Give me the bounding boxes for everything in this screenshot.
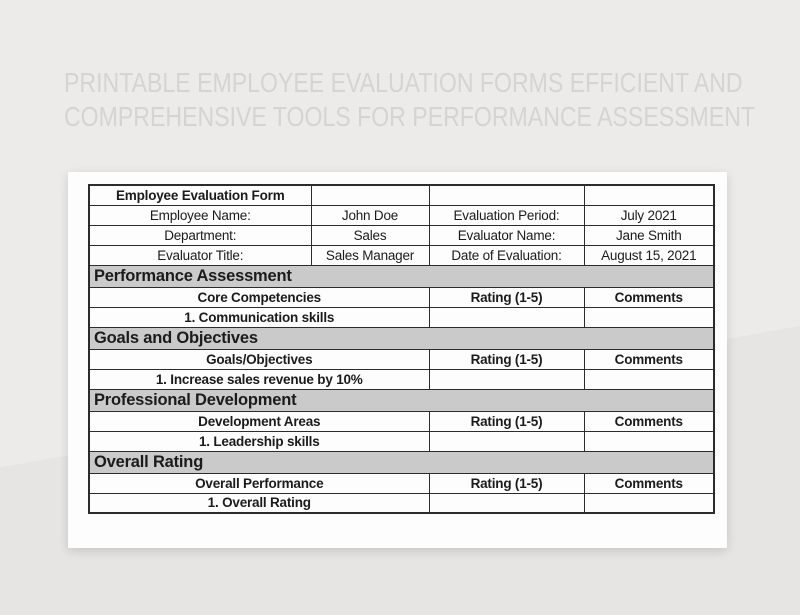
column-header-category: Development Areas <box>89 411 429 431</box>
info-label: Evaluation Period: <box>429 205 584 225</box>
info-value: Sales Manager <box>311 245 429 265</box>
info-value: John Doe <box>311 205 429 225</box>
info-row <box>89 205 714 225</box>
info-value: August 15, 2021 <box>584 245 714 265</box>
column-header-comments: Comments <box>584 411 714 431</box>
item-label: 1. Leadership skills <box>89 431 429 451</box>
employee-evaluation-table <box>88 184 715 514</box>
form-title-cell: Employee Evaluation Form <box>89 185 311 205</box>
column-header-rating: Rating (1-5) <box>429 411 584 431</box>
column-header-category: Goals/Objectives <box>89 349 429 369</box>
item-row <box>89 493 714 513</box>
column-header-row <box>89 411 714 431</box>
item-row <box>89 431 714 451</box>
info-label: Evaluator Title: <box>89 245 311 265</box>
column-header-row <box>89 349 714 369</box>
rating-input-cell[interactable] <box>429 431 584 451</box>
item-label: 1. Increase sales revenue by 10% <box>89 369 429 389</box>
column-header-category: Core Competencies <box>89 287 429 307</box>
empty-cell <box>584 185 714 205</box>
info-value: Jane Smith <box>584 225 714 245</box>
section-title-row <box>89 389 714 411</box>
page-heading-line1: PRINTABLE EMPLOYEE EVALUATION FORMS EFFICIENT AND <box>64 67 743 98</box>
column-header-row <box>89 287 714 307</box>
section-title-row <box>89 451 714 473</box>
section-title: Professional Development <box>89 389 714 411</box>
column-header-rating: Rating (1-5) <box>429 287 584 307</box>
item-row <box>89 307 714 327</box>
item-row <box>89 369 714 389</box>
column-header-rating: Rating (1-5) <box>429 473 584 493</box>
info-value: July 2021 <box>584 205 714 225</box>
rating-input-cell[interactable] <box>429 493 584 513</box>
section-title: Performance Assessment <box>89 265 714 287</box>
info-value: Sales <box>311 225 429 245</box>
section-title: Overall Rating <box>89 451 714 473</box>
section-title-row <box>89 265 714 287</box>
info-label: Department: <box>89 225 311 245</box>
column-header-comments: Comments <box>584 287 714 307</box>
column-header-comments: Comments <box>584 473 714 493</box>
form-preview-card <box>68 172 727 548</box>
page-heading-line2: COMPREHENSIVE TOOLS FOR PERFORMANCE ASSESSMENT <box>64 101 756 132</box>
info-label: Date of Evaluation: <box>429 245 584 265</box>
item-label: 1. Overall Rating <box>89 493 429 513</box>
rating-input-cell[interactable] <box>429 369 584 389</box>
empty-cell <box>311 185 429 205</box>
section-title-row <box>89 327 714 349</box>
info-label: Evaluator Name: <box>429 225 584 245</box>
comments-input-cell[interactable] <box>584 431 714 451</box>
info-row <box>89 225 714 245</box>
comments-input-cell[interactable] <box>584 493 714 513</box>
section-title: Goals and Objectives <box>89 327 714 349</box>
comments-input-cell[interactable] <box>584 369 714 389</box>
column-header-category: Overall Performance <box>89 473 429 493</box>
rating-input-cell[interactable] <box>429 307 584 327</box>
info-label: Employee Name: <box>89 205 311 225</box>
item-label: 1. Communication skills <box>89 307 429 327</box>
info-row <box>89 245 714 265</box>
column-header-comments: Comments <box>584 349 714 369</box>
form-header-row <box>89 185 714 205</box>
empty-cell <box>429 185 584 205</box>
page-heading <box>64 66 756 134</box>
comments-input-cell[interactable] <box>584 307 714 327</box>
column-header-row <box>89 473 714 493</box>
column-header-rating: Rating (1-5) <box>429 349 584 369</box>
